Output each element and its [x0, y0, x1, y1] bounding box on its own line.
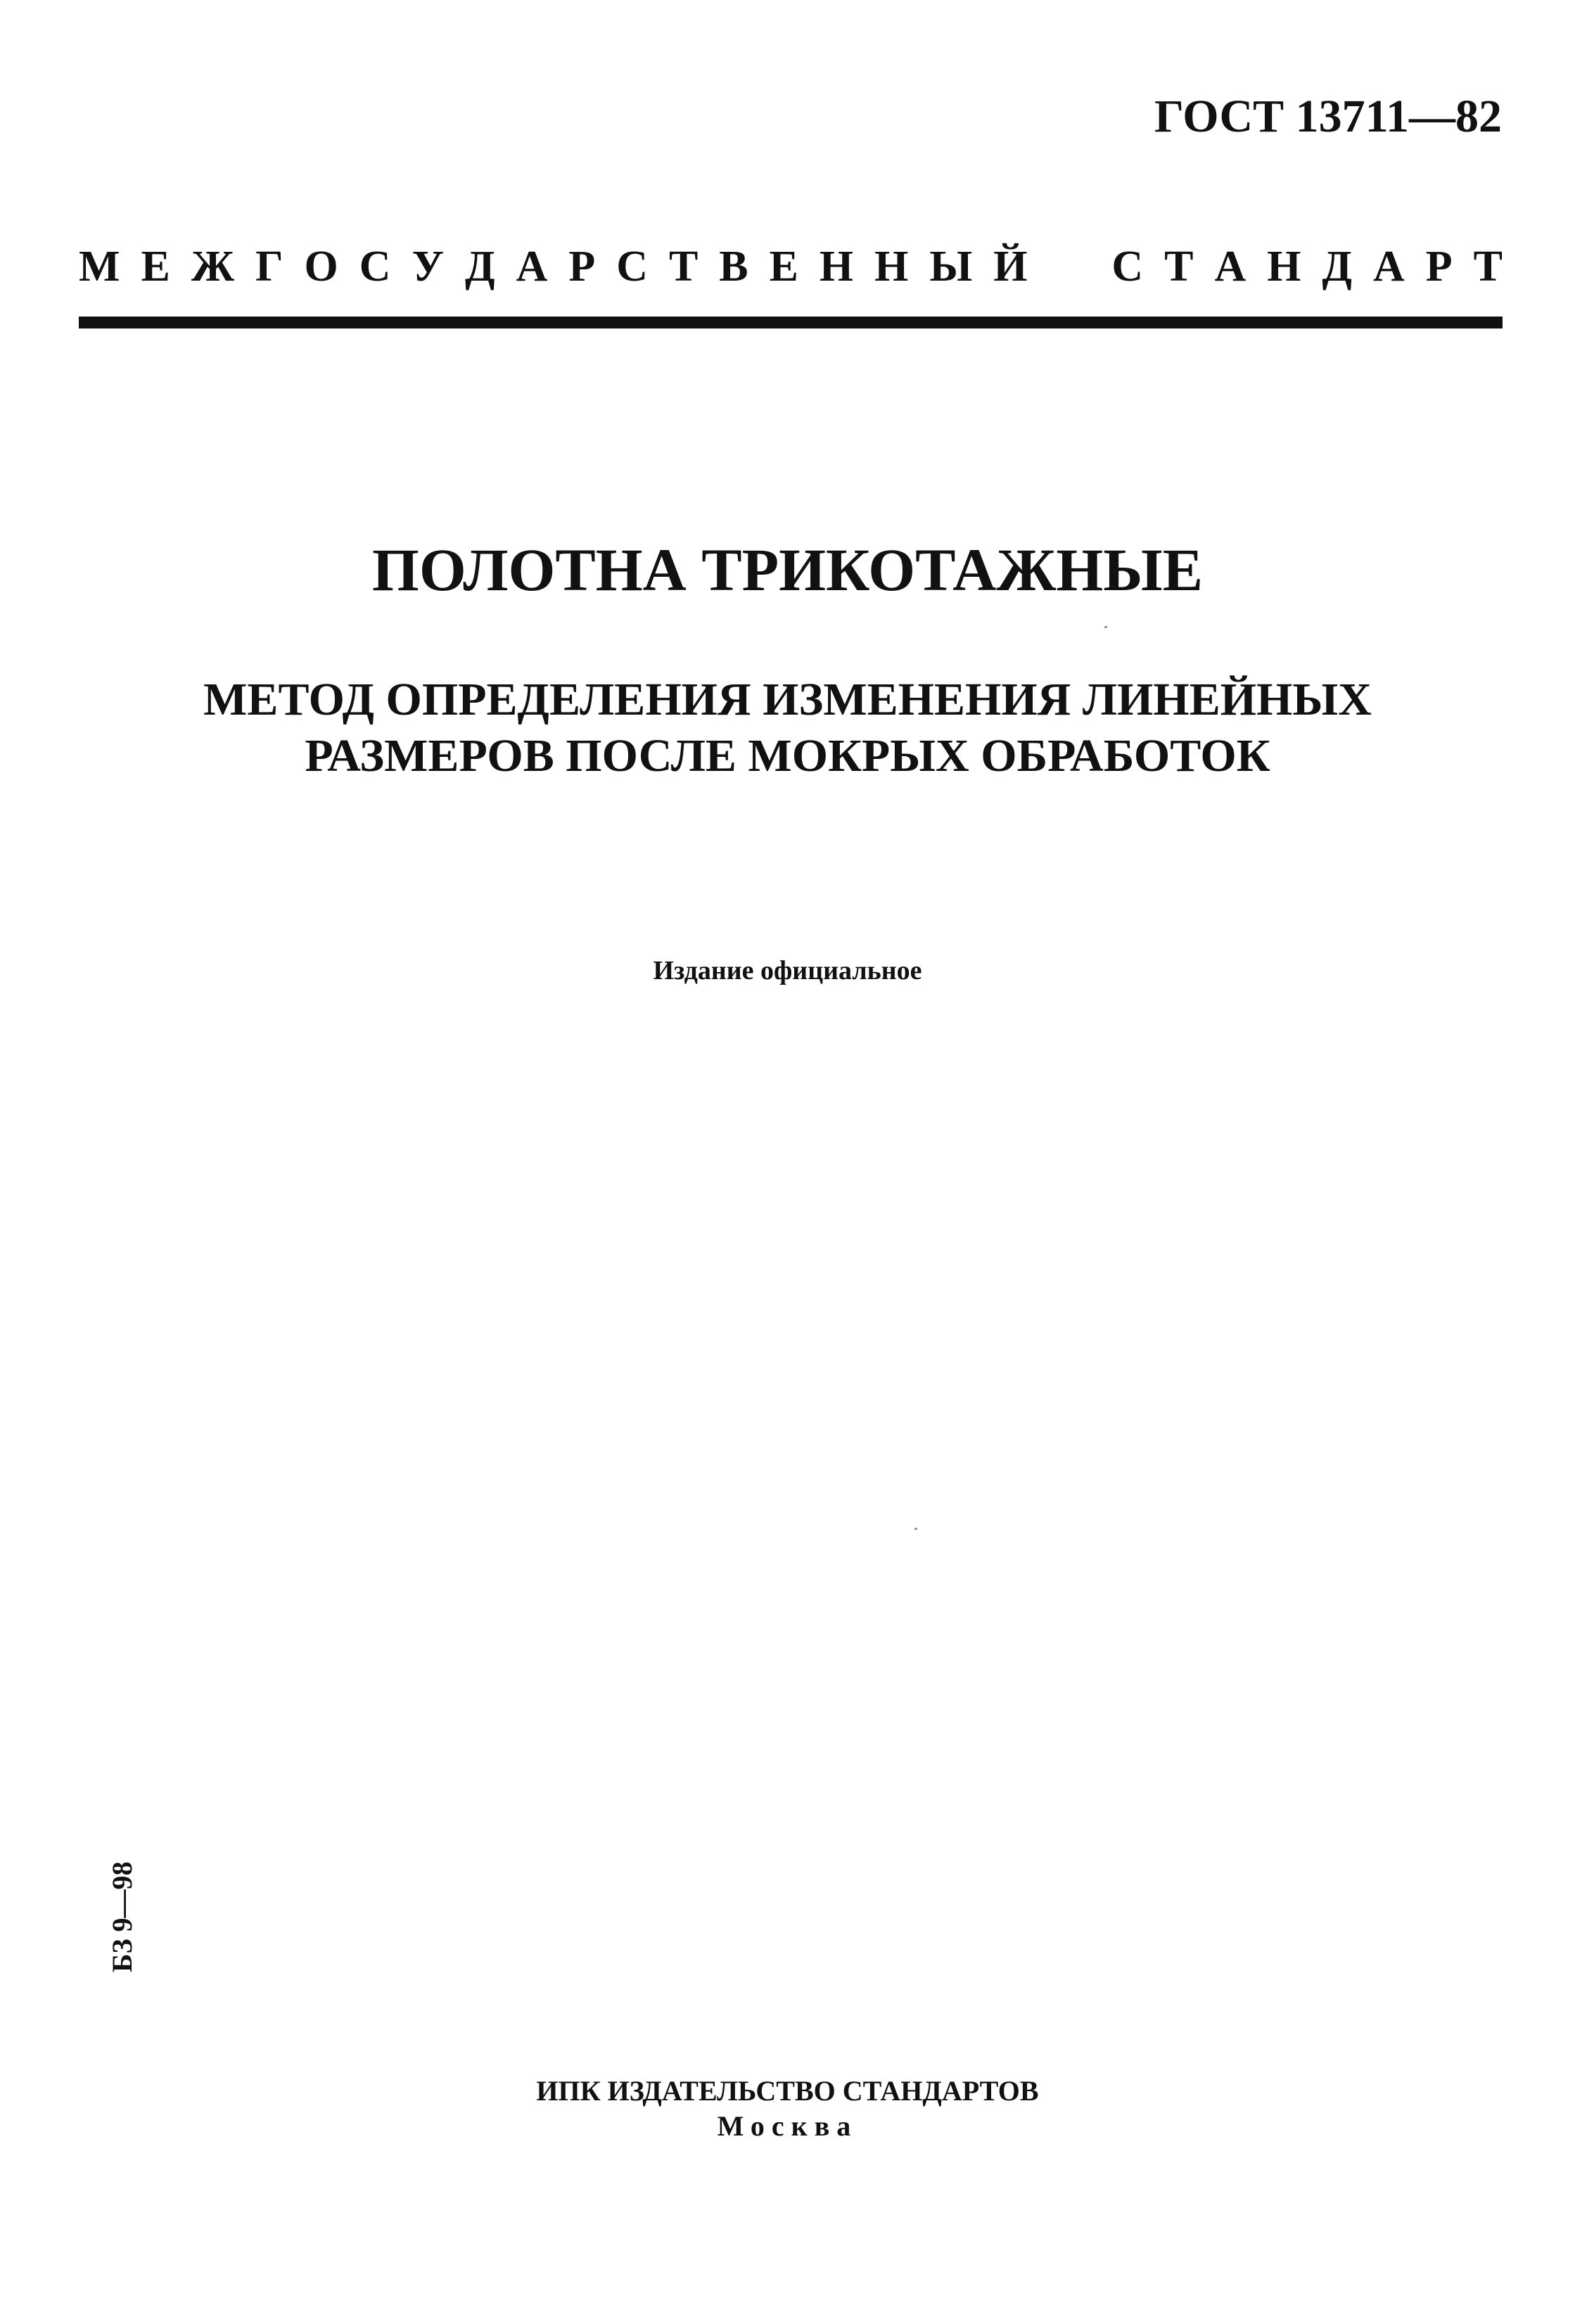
publisher-city: Москва	[717, 2110, 858, 2142]
category-letter: Д	[1322, 243, 1353, 290]
publisher-name: ИПК ИЗДАТЕЛЬСТВО СТАНДАРТОВ	[536, 2075, 1039, 2107]
subtitle-line-2: РАЗМЕРОВ ПОСЛЕ МОКРЫХ ОБРАБОТОК	[305, 730, 1270, 781]
category-letter: Е	[141, 243, 170, 290]
category-letter: А	[1214, 243, 1246, 290]
category-letter: Ы	[929, 243, 973, 290]
category-letter: А	[1373, 243, 1405, 290]
gost-number: ГОСТ 13711—82	[1154, 91, 1502, 142]
category-letter: Г	[255, 243, 283, 290]
category-letter: Н	[819, 243, 854, 290]
category-letter: О	[304, 243, 338, 290]
category-letter: Т	[1473, 243, 1503, 290]
category-letter: Е	[769, 243, 798, 290]
category-letter: Й	[993, 243, 1028, 290]
category-letter: Т	[668, 243, 699, 290]
category-letter: С	[1111, 243, 1144, 290]
category-letter: Н	[874, 243, 909, 290]
subtitle-line-1: МЕТОД ОПРЕДЕЛЕНИЯ ИЗМЕНЕНИЯ ЛИНЕЙНЫХ	[203, 674, 1372, 725]
side-code: БЗ 9—98	[106, 1861, 138, 1972]
category-letter: Н	[1267, 243, 1301, 290]
category-letter: М	[79, 243, 120, 290]
category-letter: А	[516, 243, 548, 290]
edition-note: Издание официальное	[653, 956, 922, 985]
category-letter: Р	[568, 243, 596, 290]
category-letter	[1048, 242, 1090, 292]
document-title: ПОЛОТНА ТРИКОТАЖНЫЕ	[371, 536, 1204, 604]
standard-category	[79, 242, 1503, 292]
scan-speck	[914, 1528, 917, 1530]
header-rule	[79, 317, 1503, 328]
publisher-block	[0, 2074, 1575, 2144]
category-letter: С	[616, 243, 648, 290]
category-letter: Ж	[191, 243, 235, 290]
category-letter: У	[412, 243, 444, 290]
category-letter: С	[359, 243, 391, 290]
scan-speck	[1104, 626, 1107, 628]
category-letter: Д	[464, 243, 495, 290]
category-letter: Т	[1164, 243, 1194, 290]
category-letter: Р	[1425, 243, 1453, 290]
document-subtitle	[0, 672, 1575, 784]
standard-category-text	[79, 242, 1503, 292]
category-letter: В	[719, 243, 748, 290]
